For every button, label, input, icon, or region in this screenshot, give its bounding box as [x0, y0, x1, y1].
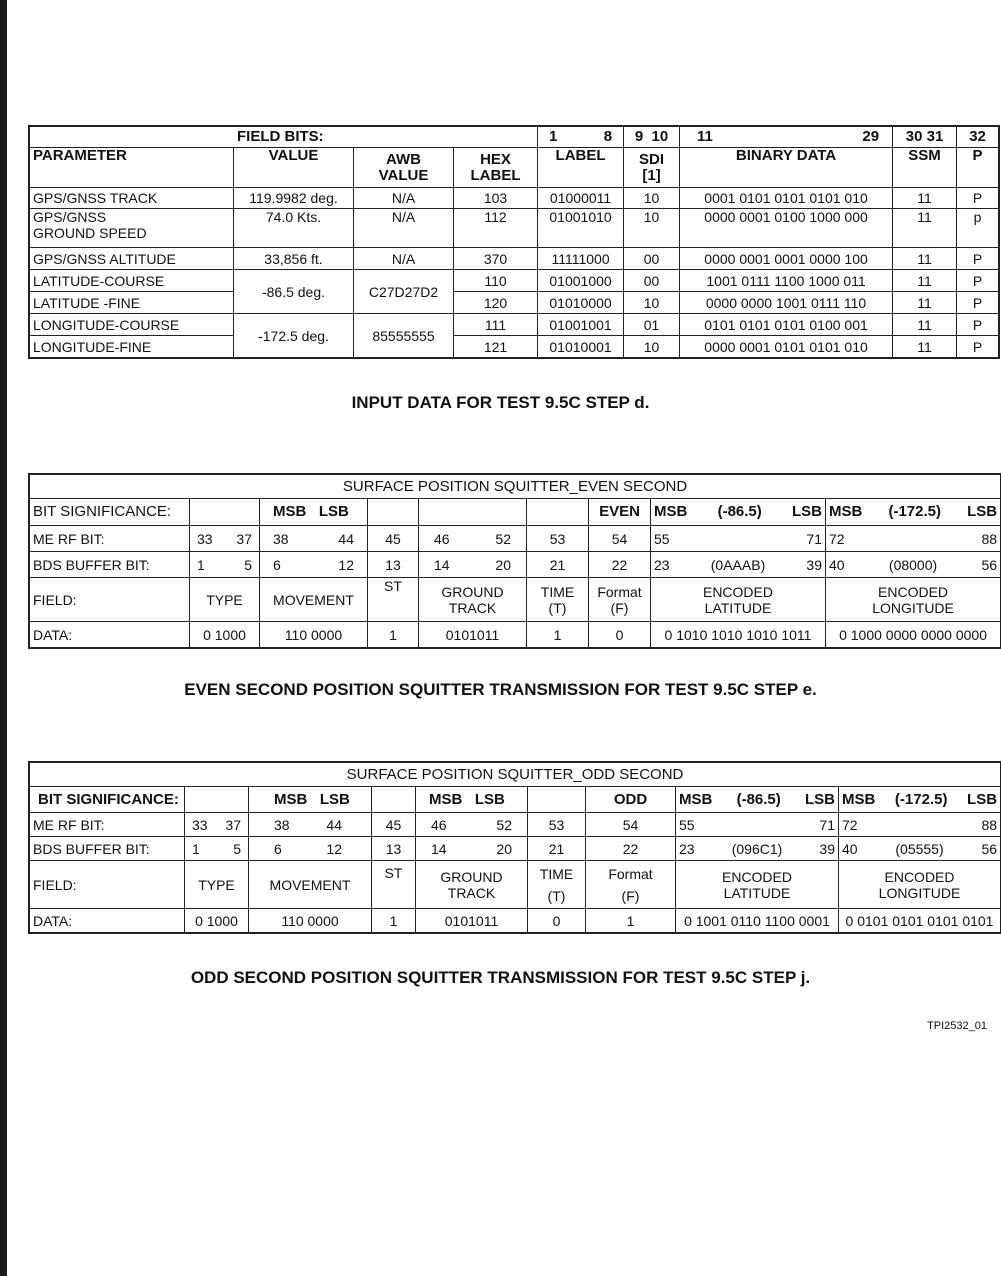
hex-header-line2: LABEL [470, 166, 521, 184]
awb-header-line2: VALUE [378, 166, 429, 184]
bit-end: 39 [819, 840, 835, 857]
label-cell: 01001010 [538, 209, 624, 248]
hex-cell: 120 [454, 292, 538, 314]
bit-end: 44 [326, 816, 342, 833]
bit-end: 37 [225, 816, 241, 833]
sdi-bit-end: 10 [651, 128, 669, 145]
bit-end: 56 [981, 556, 998, 573]
lsb-label: LSB [792, 503, 822, 520]
ground-track-bits [419, 552, 527, 578]
field-label: FIELD: [30, 861, 185, 909]
bit-end: 88 [981, 530, 998, 547]
ssm-bit-range [893, 127, 957, 148]
st-field: ST [372, 861, 416, 909]
p-cell: P [957, 248, 999, 270]
lsb-label: LSB [318, 503, 349, 520]
bit-end: 5 [244, 556, 252, 573]
binary-cell: 1001 0111 1100 1000 011 [680, 270, 893, 292]
bit-end: 20 [495, 556, 511, 573]
bit-start: 14 [434, 556, 450, 573]
awb-header-line1: AWB [386, 150, 421, 168]
data-label: DATA: [30, 909, 185, 933]
bit-start: 33 [192, 816, 208, 833]
input-data-caption: INPUT DATA FOR TEST 9.5C STEP d. [351, 393, 650, 412]
ground-track-field [419, 578, 527, 622]
format-bit: 22 [586, 837, 676, 861]
data-row [30, 909, 1001, 933]
ground-track-significance [416, 787, 528, 813]
me-rf-bit-label: ME RF BIT: [30, 526, 190, 552]
bit-start: 23 [679, 840, 695, 857]
type-data: 0 1000 [190, 622, 260, 648]
bit-start: 38 [273, 530, 289, 547]
encoded-latitude-field [676, 861, 839, 909]
p-cell: P [957, 314, 999, 336]
movement-significance [249, 787, 372, 813]
awb-value-header [354, 148, 454, 188]
field-row [30, 861, 1001, 909]
type-bits [190, 526, 260, 552]
awb-cell: N/A [354, 248, 454, 270]
field-line2: LONGITUDE [872, 599, 954, 616]
field-line2: (T) [548, 599, 567, 616]
bit-significance-label: BIT SIGNIFICANCE: [30, 499, 190, 526]
figure-reference: TPI2532_01 [927, 1020, 987, 1032]
ssm-cell: 11 [893, 270, 957, 292]
ssm-header: SSM [893, 148, 957, 188]
field-label: FIELD: [30, 578, 190, 622]
bds-buffer-bit-row [30, 552, 1001, 578]
ground-track-bits [416, 837, 528, 861]
movement-bits [260, 552, 368, 578]
parameter-header: PARAMETER [30, 148, 234, 188]
bit-start: 55 [654, 530, 670, 547]
input-header-row [30, 148, 999, 188]
format-field [586, 861, 676, 909]
sdi-cell: 00 [624, 270, 680, 292]
time-bit: 21 [527, 552, 589, 578]
field-line2: TRACK [447, 884, 496, 901]
label-cell: 01001000 [538, 270, 624, 292]
lsb-label: LSB [967, 790, 998, 808]
empty-cell [185, 787, 249, 813]
msb-label: MSB [829, 503, 863, 520]
field-line1: GROUND [441, 583, 504, 600]
sdi-header [624, 148, 680, 188]
format-bit: 54 [586, 813, 676, 837]
latitude-degrees: (-86.5) [736, 790, 781, 808]
movement-bits [260, 526, 368, 552]
sdi-cell: 10 [624, 292, 680, 314]
hex-header-line1: HEX [480, 150, 511, 168]
bit-end: 5 [233, 840, 241, 857]
field-row [30, 578, 1001, 622]
table-row [30, 248, 999, 270]
format-significance: EVEN [589, 499, 651, 526]
field-line1: ENCODED [721, 868, 792, 885]
st-data: 1 [372, 909, 416, 933]
me-rf-bit-label: ME RF BIT: [30, 813, 185, 837]
longitude-significance [839, 787, 1001, 813]
latitude-bits [676, 813, 839, 837]
time-bit: 53 [527, 526, 589, 552]
latitude-bits [676, 837, 839, 861]
p-header: P [957, 148, 999, 188]
field-line1: Format [597, 583, 642, 600]
field-line2: (F) [621, 887, 640, 904]
bit-start: 14 [431, 840, 447, 857]
title-row [30, 763, 1001, 787]
bit-significance-row [30, 499, 1001, 526]
bit-start: 38 [274, 816, 290, 833]
value-cell: -86.5 deg. [234, 270, 354, 314]
bit-start: 46 [434, 530, 450, 547]
p-cell: P [957, 188, 999, 209]
awb-cell: N/A [354, 188, 454, 209]
title-row [30, 475, 1001, 499]
time-bit: 53 [528, 813, 586, 837]
p-cell: P [957, 292, 999, 314]
bit-end: 44 [338, 530, 354, 547]
value-header: VALUE [234, 148, 354, 188]
longitude-data: 0 0101 0101 0101 0101 [839, 909, 1001, 933]
field-line2: LATITUDE [723, 884, 791, 901]
latitude-bits [651, 526, 826, 552]
p-cell: P [957, 336, 999, 358]
bit-end: 71 [819, 816, 835, 833]
table-row [30, 314, 999, 336]
parameter-cell: LATITUDE-COURSE [30, 270, 234, 292]
longitude-bits [826, 552, 1001, 578]
awb-cell: N/A [354, 209, 454, 248]
msb-label: MSB [679, 790, 713, 808]
encoded-hex: (05555) [895, 840, 944, 857]
latitude-significance [651, 499, 826, 526]
value-cell: 74.0 Kts. [234, 209, 354, 248]
even-squitter-table [29, 474, 1001, 648]
hex-cell: 370 [454, 248, 538, 270]
type-bits [190, 552, 260, 578]
movement-bits [249, 813, 372, 837]
time-data: 0 [528, 909, 586, 933]
label-cell: 01000011 [538, 188, 624, 209]
sdi-cell: 10 [624, 336, 680, 358]
bit-start: 1 [197, 556, 205, 573]
bit-end: 12 [338, 556, 354, 573]
bit-start: 40 [829, 556, 845, 573]
table-row [30, 336, 999, 358]
field-line2: (F) [610, 599, 629, 616]
bit-end: 12 [326, 840, 342, 857]
field-line1: Format [608, 865, 653, 882]
time-field [527, 578, 589, 622]
value-cell: 119.9982 deg. [234, 188, 354, 209]
me-rf-bit-row [30, 813, 1001, 837]
bit-start: 55 [679, 816, 695, 833]
squitter-title: SURFACE POSITION SQUITTER_ODD SECOND [30, 763, 1001, 787]
movement-data: 110 0000 [249, 909, 372, 933]
table-row [30, 209, 999, 248]
label-bit-start: 1 [549, 128, 558, 145]
longitude-data: 0 1000 0000 0000 0000 [826, 622, 1001, 648]
format-bit: 22 [589, 552, 651, 578]
type-bits [185, 837, 249, 861]
sdi-bit-range [624, 127, 680, 148]
bit-end: 56 [981, 840, 998, 857]
label-cell: 01001001 [538, 314, 624, 336]
msb-label: MSB [429, 790, 463, 808]
longitude-bits [839, 837, 1001, 861]
encoded-longitude-field [839, 861, 1001, 909]
encoded-latitude-field [651, 578, 826, 622]
data-row [30, 622, 1001, 648]
squitter-title: SURFACE POSITION SQUITTER_EVEN SECOND [30, 475, 1001, 499]
bit-end: 52 [496, 816, 512, 833]
latitude-degrees: (-86.5) [717, 503, 762, 520]
parameter-cell: GPS/GNSS TRACK [30, 188, 234, 209]
parameter-cell: LONGITUDE-COURSE [30, 314, 234, 336]
label-cell: 01010001 [538, 336, 624, 358]
ssm-cell: 11 [893, 292, 957, 314]
value-cell: 33,856 ft. [234, 248, 354, 270]
field-line2: LONGITUDE [878, 884, 961, 901]
field-bits-label: FIELD BITS: [237, 128, 324, 145]
bit-start: 72 [829, 530, 845, 547]
table-row [30, 188, 999, 209]
encoded-hex: (08000) [888, 556, 938, 573]
hex-cell: 103 [454, 188, 538, 209]
label-header: LABEL [538, 148, 624, 188]
field-line1: GROUND [440, 868, 503, 885]
bds-buffer-bit-row [30, 837, 1001, 861]
parameter-cell: GPS/GNSS ALTITUDE [30, 248, 234, 270]
lsb-label: LSB [319, 790, 350, 808]
ground-track-data: 0101011 [416, 909, 528, 933]
binary-cell: 0000 0001 0001 0000 100 [680, 248, 893, 270]
sdi-header-line2: [1] [642, 166, 661, 184]
ground-track-bits [419, 526, 527, 552]
format-bit: 54 [589, 526, 651, 552]
me-rf-bit-row [30, 526, 1001, 552]
parameter-line1: GPS/GNSS [33, 209, 107, 225]
binary-cell: 0000 0001 0101 0101 010 [680, 336, 893, 358]
hex-label-header [454, 148, 538, 188]
msb-label: MSB [274, 790, 308, 808]
binary-cell: 0101 0101 0101 0100 001 [680, 314, 893, 336]
bit-significance-row [30, 787, 1001, 813]
sdi-header-line1: SDI [639, 150, 665, 168]
bit-end: 71 [806, 530, 822, 547]
hex-cell: 112 [454, 209, 538, 248]
st-bit: 13 [368, 552, 419, 578]
sdi-bit-start: 9 [634, 128, 644, 145]
movement-field: MOVEMENT [260, 578, 368, 622]
encoded-hex: (096C1) [731, 840, 783, 857]
binary-cell: 0000 0001 0100 1000 000 [680, 209, 893, 248]
odd-squitter-table [29, 762, 1001, 933]
empty-cell [419, 499, 527, 526]
time-field [528, 861, 586, 909]
field-bits-cell [30, 127, 538, 148]
awb-cell: C27D27D2 [354, 270, 454, 314]
bit-significance-label: BIT SIGNIFICANCE: [30, 787, 185, 813]
table-row [30, 270, 999, 292]
label-cell: 01010000 [538, 292, 624, 314]
odd-caption: ODD SECOND POSITION SQUITTER TRANSMISSION FOR TEST 9.5C STEP j. [190, 968, 811, 987]
ground-track-data: 0101011 [419, 622, 527, 648]
ground-track-field [416, 861, 528, 909]
even-caption: EVEN SECOND POSITION SQUITTER TRANSMISSION FOR TEST 9.5C STEP e. [184, 680, 817, 699]
data-label: DATA: [30, 622, 190, 648]
st-bit: 45 [368, 526, 419, 552]
latitude-bits [651, 552, 826, 578]
hex-cell: 110 [454, 270, 538, 292]
hex-cell: 121 [454, 336, 538, 358]
st-bit: 13 [372, 837, 416, 861]
field-line1: TIME [540, 583, 575, 600]
table-row [30, 292, 999, 314]
field-line2: LATITUDE [704, 599, 772, 616]
bds-buffer-bit-label: BDS BUFFER BIT: [30, 837, 185, 861]
bit-start: 46 [431, 816, 447, 833]
hex-cell: 111 [454, 314, 538, 336]
empty-cell [528, 787, 586, 813]
sdi-cell: 10 [624, 209, 680, 248]
latitude-significance [676, 787, 839, 813]
format-significance: ODD [586, 787, 676, 813]
bit-end: 20 [496, 840, 512, 857]
lsb-label: LSB [474, 790, 505, 808]
bit-end: 37 [236, 530, 252, 547]
parameter-cell: LATITUDE -FINE [30, 292, 234, 314]
parameter-line2: GROUND SPEED [33, 225, 147, 241]
bit-end: 39 [806, 556, 822, 573]
ssm-cell: 11 [893, 209, 957, 248]
type-data: 0 1000 [185, 909, 249, 933]
movement-significance [260, 499, 368, 526]
latitude-data: 0 1010 1010 1010 1011 [651, 622, 826, 648]
field-line2: (T) [547, 887, 566, 904]
type-field: TYPE [190, 578, 260, 622]
bit-start: 40 [842, 840, 858, 857]
empty-cell [372, 787, 416, 813]
field-line1: TIME [539, 865, 574, 882]
field-line2: TRACK [448, 599, 497, 616]
bit-start: 72 [842, 816, 858, 833]
ground-track-bits [416, 813, 528, 837]
value-cell: -172.5 deg. [234, 314, 354, 358]
p-cell: p [957, 209, 999, 248]
st-field: ST [368, 578, 419, 622]
field-line1: ENCODED [702, 583, 773, 600]
parameter-cell: LONGITUDE-FINE [30, 336, 234, 358]
ssm-cell: 11 [893, 248, 957, 270]
empty-cell [368, 499, 419, 526]
time-data: 1 [527, 622, 589, 648]
bds-buffer-bit-label: BDS BUFFER BIT: [30, 552, 190, 578]
longitude-significance [826, 499, 1001, 526]
label-cell: 11111000 [538, 248, 624, 270]
msb-label: MSB [842, 790, 876, 808]
binary-cell: 0000 0000 1001 0111 110 [680, 292, 893, 314]
ssm-cell: 11 [893, 314, 957, 336]
label-bit-range [538, 127, 624, 148]
binary-cell: 0001 0101 0101 0101 010 [680, 188, 893, 209]
left-page-border [0, 0, 7, 1276]
p-cell: P [957, 270, 999, 292]
st-data: 1 [368, 622, 419, 648]
movement-data: 110 0000 [260, 622, 368, 648]
p-bit-range: 32 [957, 127, 999, 148]
st-bit: 45 [372, 813, 416, 837]
field-line1: ENCODED [878, 583, 949, 600]
longitude-degrees: (-172.5) [888, 503, 941, 520]
sdi-cell: 00 [624, 248, 680, 270]
bit-start: 33 [197, 530, 213, 547]
msb-label: MSB [654, 503, 688, 520]
type-field: TYPE [185, 861, 249, 909]
msb-label: MSB [273, 503, 307, 520]
bit-end: 52 [495, 530, 511, 547]
empty-cell [527, 499, 589, 526]
parameter-cell [30, 209, 234, 248]
bit-start: 23 [654, 556, 670, 573]
sdi-cell: 01 [624, 314, 680, 336]
longitude-degrees: (-172.5) [894, 790, 948, 808]
time-bit: 21 [528, 837, 586, 861]
ssm-cell: 11 [893, 188, 957, 209]
empty-cell [190, 499, 260, 526]
format-field [589, 578, 651, 622]
longitude-bits [826, 526, 1001, 552]
data-bit-range [680, 127, 893, 148]
ssm-bit-start: 30 [905, 128, 923, 145]
movement-bits [249, 837, 372, 861]
bit-start: 6 [273, 556, 281, 573]
field-bits-row [30, 127, 999, 148]
encoded-hex: (0AAAB) [710, 556, 766, 573]
input-data-table [29, 126, 999, 358]
ssm-bit-end: 31 [926, 128, 944, 145]
encoded-longitude-field [826, 578, 1001, 622]
bit-start: 1 [192, 840, 200, 857]
lsb-label: LSB [805, 790, 835, 808]
data-bit-end: 29 [862, 128, 880, 145]
bit-start: 6 [274, 840, 282, 857]
latitude-data: 0 1001 0110 1100 0001 [676, 909, 839, 933]
format-data: 0 [589, 622, 651, 648]
sdi-cell: 10 [624, 188, 680, 209]
type-bits [185, 813, 249, 837]
lsb-label: LSB [967, 503, 998, 520]
field-line1: ENCODED [884, 868, 955, 885]
label-bit-end: 8 [603, 128, 613, 145]
format-data: 1 [586, 909, 676, 933]
longitude-bits [839, 813, 1001, 837]
data-bit-start: 11 [697, 128, 713, 145]
binary-data-header: BINARY DATA [680, 148, 893, 188]
movement-field: MOVEMENT [249, 861, 372, 909]
awb-cell: 85555555 [354, 314, 454, 358]
ssm-cell: 11 [893, 336, 957, 358]
bit-end: 88 [981, 816, 998, 833]
